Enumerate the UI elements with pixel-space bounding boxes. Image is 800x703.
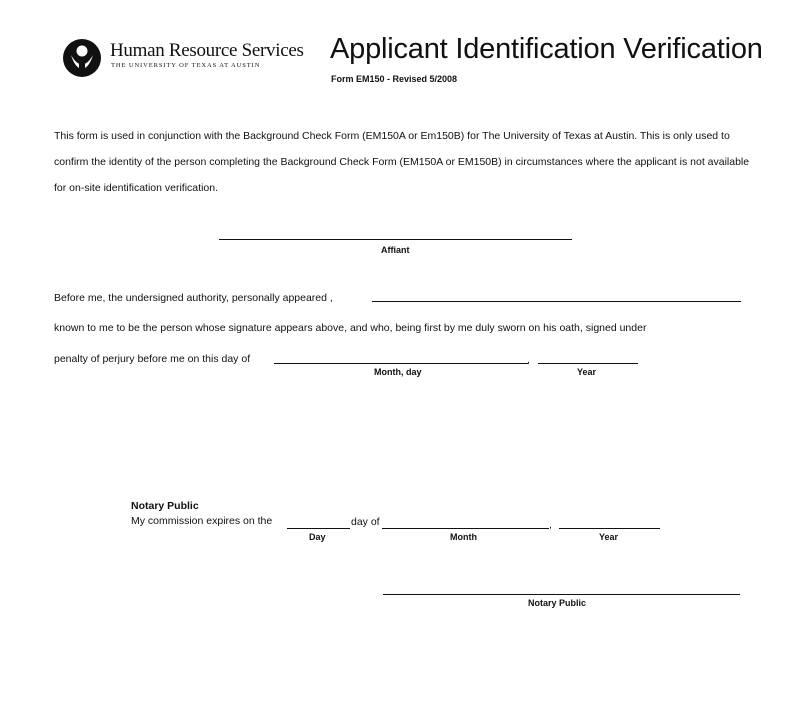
org-name: Human Resource Services: [110, 40, 304, 61]
commission-year-line[interactable]: [559, 528, 660, 529]
statement-line-3: penalty of perjury before me on this day of: [54, 353, 251, 365]
commission-month-line[interactable]: [382, 528, 549, 529]
form-number: Form EM150 - Revised 5/2008: [331, 74, 458, 84]
notary-heading: Notary Public: [131, 500, 199, 512]
statement-line-2: known to me to be the person whose signature appears above, and who, being first by me duly sworn on his oath, signed under: [54, 322, 647, 334]
year-caption: Year: [577, 367, 597, 377]
month-day-caption: Month, day: [374, 367, 422, 377]
commission-text: My commission expires on the: [131, 515, 273, 527]
day-caption: Day: [309, 532, 326, 542]
statement-line-1: Before me, the undersigned authority, personally appeared ,: [54, 292, 333, 304]
month-caption: Month: [450, 532, 477, 542]
month-day-line[interactable]: [274, 363, 528, 364]
day-of-text: day of: [351, 516, 380, 528]
affiant-caption: Affiant: [381, 245, 410, 255]
appeared-name-line[interactable]: [372, 301, 741, 302]
notary-signature-caption: Notary Public: [528, 598, 587, 608]
page-title: Applicant Identification Verification: [330, 33, 763, 65]
hrs-figure-icon: [62, 38, 102, 78]
intro-paragraph: This form is used in conjunction with the Background Check Form (EM150A or Em150B) for The University of Texas at Austin. This is only used to confirm the identity of the person completing the Background Check Form (EM150A or EM150B) in circumstances where the applicant is not available for on-site identification verification.: [54, 130, 750, 194]
org-subtitle: THE UNIVERSITY OF TEXAS AT AUSTIN: [111, 62, 261, 69]
year-line[interactable]: [538, 363, 638, 364]
notary-signature-line[interactable]: [383, 594, 740, 595]
commission-day-line[interactable]: [287, 528, 350, 529]
year-caption: Year: [599, 532, 619, 542]
comma: ,: [549, 519, 552, 531]
comma: ,: [527, 354, 530, 366]
affiant-signature-line[interactable]: [219, 239, 572, 240]
